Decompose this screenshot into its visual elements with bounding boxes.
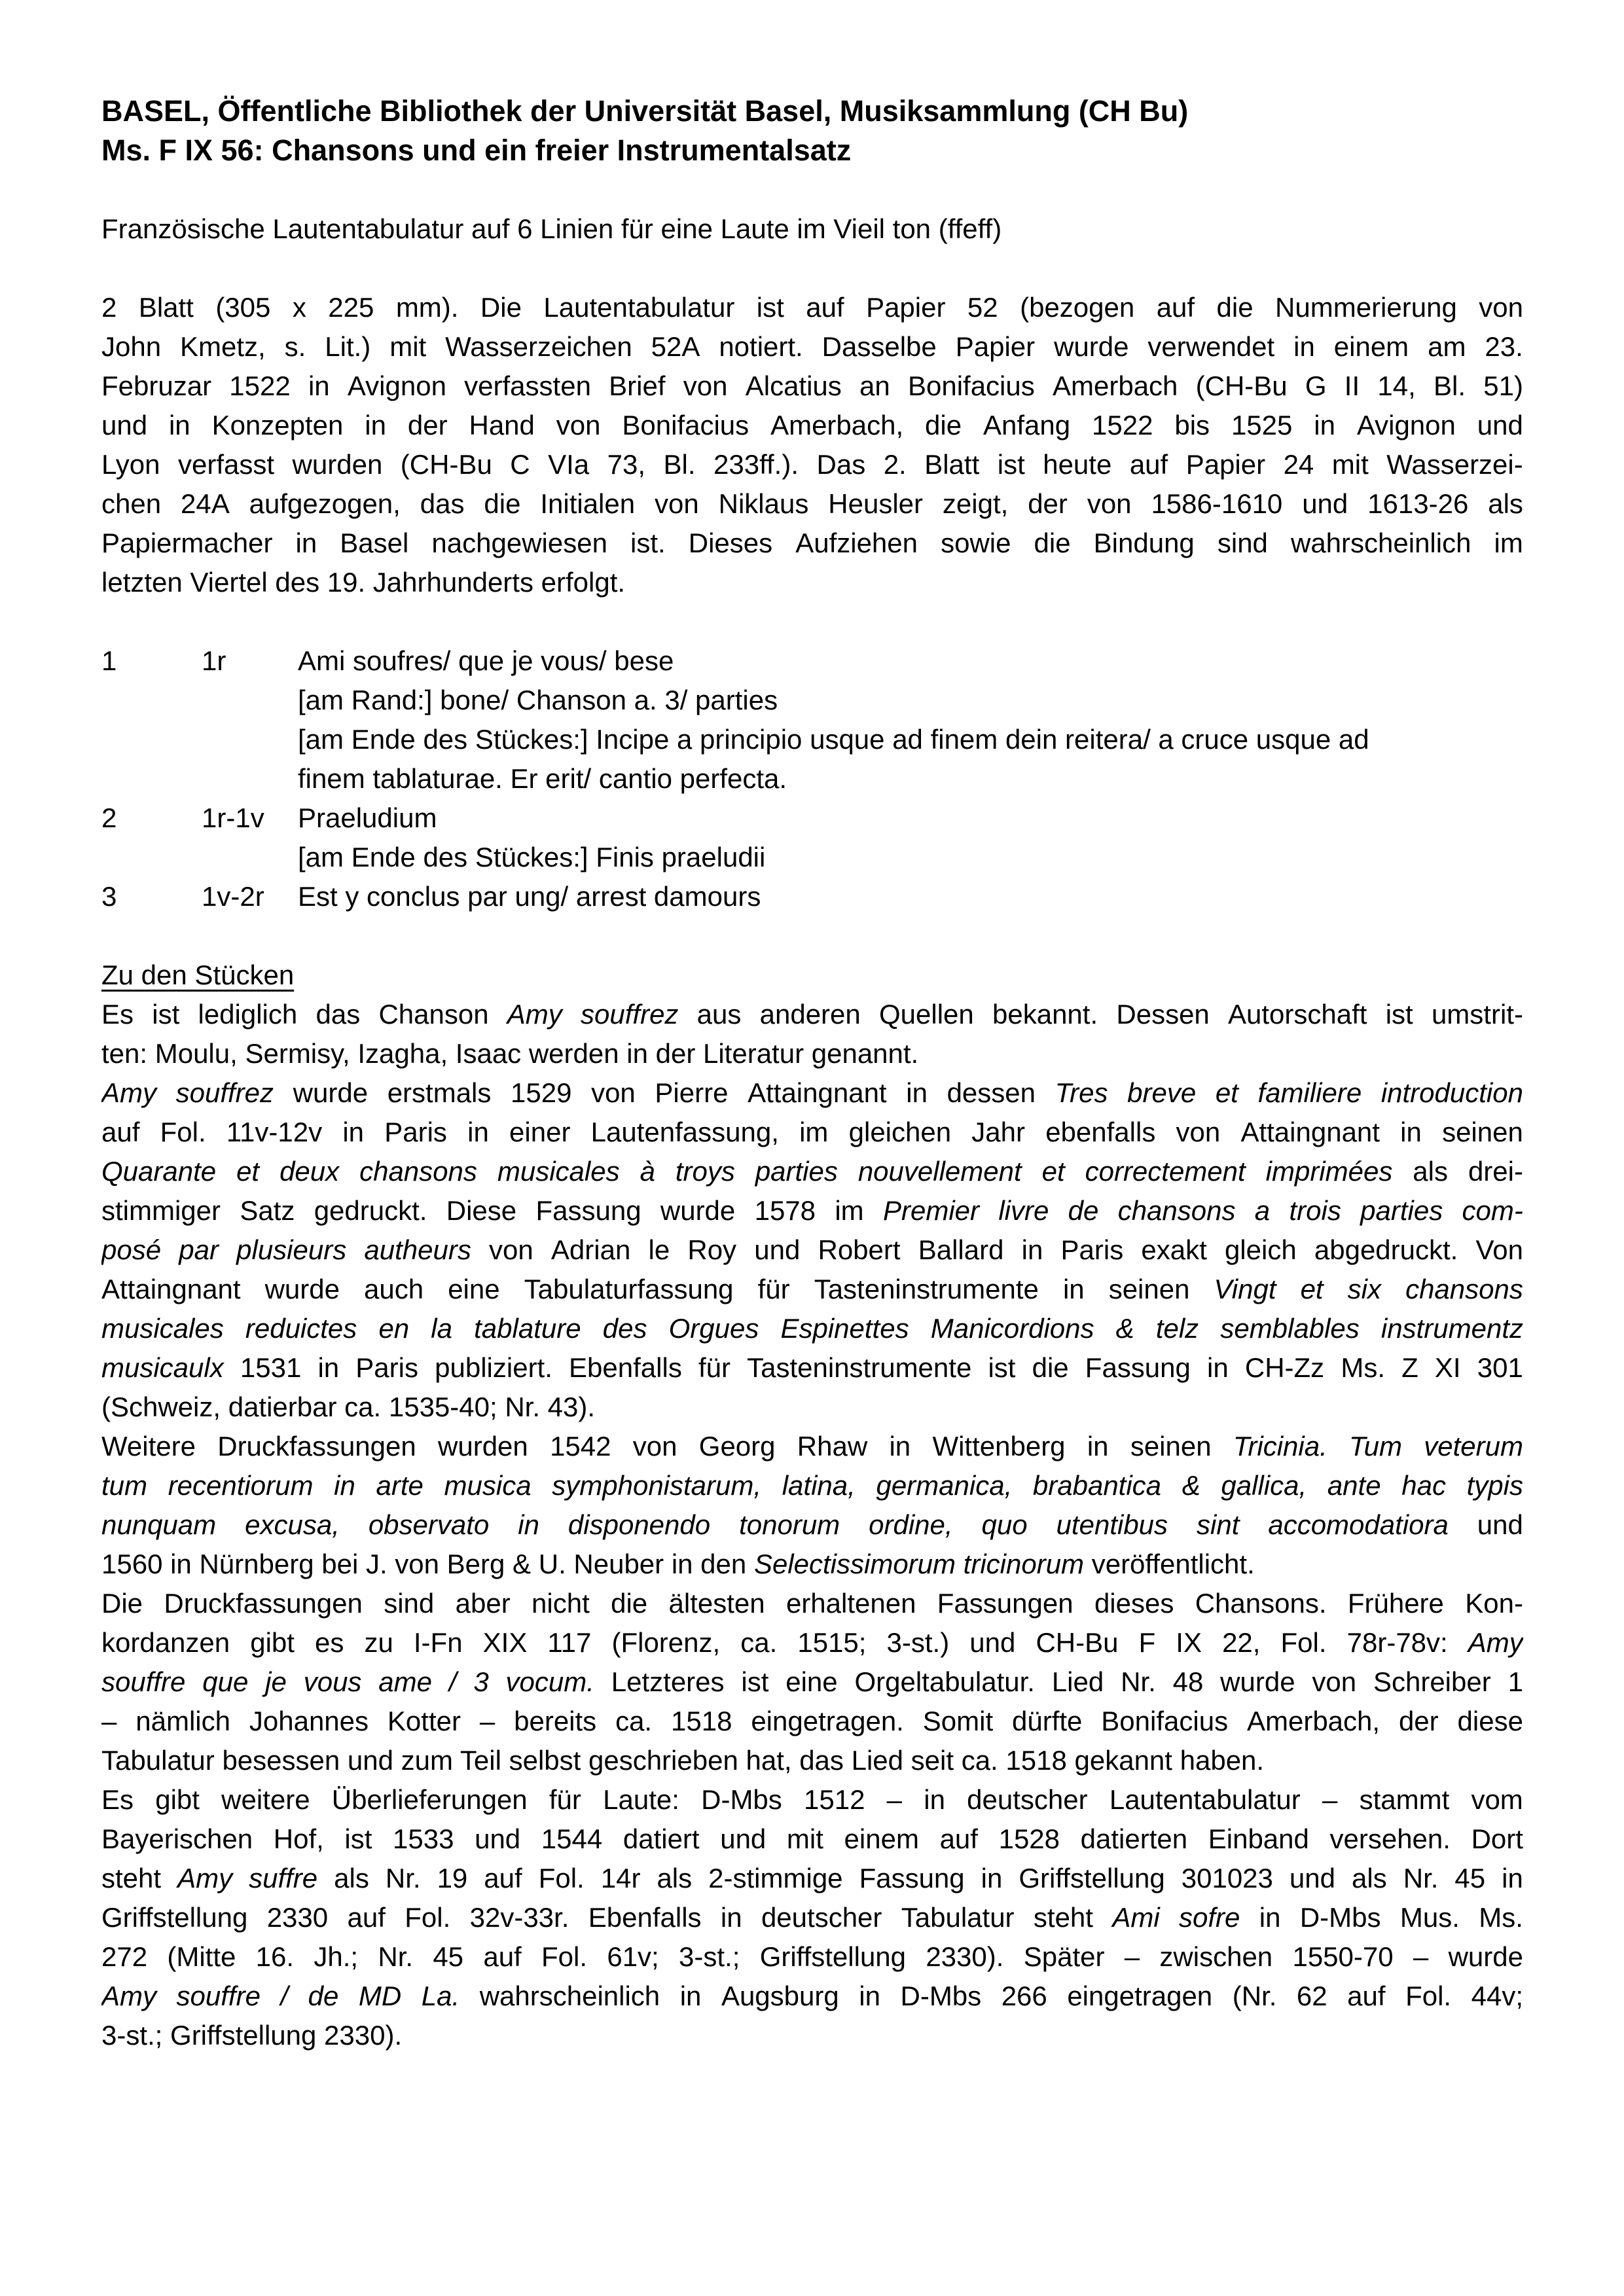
list-item-text: Est y conclus par ung/ arrest damours [298,881,761,912]
list-item-line [101,877,1523,916]
list-item-number: 2 [101,802,117,833]
list-item-folio [202,838,298,877]
list-item-number [101,759,202,798]
codicology-paragraph [101,288,1523,602]
paragraph [101,1427,1523,1584]
list-item-folio [202,759,298,798]
text-line: Quarante et deux chansons musicales à troys parties nouvellement et correctement imprimées als drei- [101,1156,1523,1187]
text-line: ten: Moulu, Sermisy, Izagha, Isaac werden in der Literatur genannt. [101,1038,919,1069]
text-line: nunquam excusa, observato in disponendo tonorum ordine, quo utentibus sint accomodatiora und [101,1509,1523,1540]
list-item-line [101,838,1523,877]
text-line: Weitere Druckfassungen wurden 1542 von Georg Rhaw in Wittenberg in seinen Tricinia. Tum veterum [101,1431,1523,1462]
text-line: musicaulx 1531 in Paris publiziert. Ebenfalls für Tasteninstrumente ist die Fassung in CH-Zz Ms. Z XI 301 [101,1352,1523,1383]
list-item-line [101,720,1523,759]
list-item-number [101,681,202,720]
list-item-text: Ami soufres/ que je vous/ bese [298,645,674,676]
text-line: Bayerischen Hof, ist 1533 und 1544 datiert und mit einem auf 1528 datierten Einband versehen. Dort [101,1823,1523,1854]
section-paragraphs [101,995,1523,2055]
list-item-text: Praeludium [298,802,437,833]
paragraph [101,995,1523,1073]
page-content [101,92,1523,2055]
list-item-line [101,641,1523,681]
text-line: Es ist lediglich das Chanson Amy souffrez aus anderen Quellen bekannt. Dessen Autorschaft ist umstrit- [101,999,1523,1030]
text-line: musicales reduictes en la tablature des Orgues Espinettes Manicordions & telz semblables instrumentz [101,1313,1523,1344]
section-heading-text: Zu den Stücken [101,960,295,990]
text-line: stimmiger Satz gedruckt. Diese Fassung wurde 1578 im Premier livre de chansons a trois parties com- [101,1195,1523,1226]
text-line: letzten Viertel des 19. Jahrhunderts erfolgt. [101,567,626,598]
page-title [101,92,1523,170]
paragraph [101,1584,1523,1780]
text-line: auf Fol. 11v-12v in Paris in einer Lautenfassung, im gleichen Jahr ebenfalls von Attaingnant in seinen [101,1117,1523,1147]
list-item-folio [202,720,298,759]
list-item-line [101,681,1523,720]
list-item-folio: 1v-2r [202,881,264,912]
list-item-text: [am Ende des Stückes:] Incipe a principio usque ad finem dein reitera/ a cruce usque ad [298,724,1369,755]
list-item-number: 1 [101,645,117,676]
text-line: Amy souffrez wurde erstmals 1529 von Pierre Attaingnant in dessen Tres breve et familiere introduction [101,1077,1523,1108]
list-item-text: finem tablaturae. Er erit/ cantio perfecta. [298,763,787,794]
text-line: Papiermacher in Basel nachgewiesen ist. Dieses Aufziehen sowie die Bindung sind wahrscheinlich im [101,528,1523,558]
text-line: Amy souffre / de MD La. wahrscheinlich in Augsburg in D-Mbs 266 eingetragen (Nr. 62 auf Fol. 44v; [101,1981,1523,2011]
contents-list [101,641,1523,916]
list-item-text: [am Rand:] bone/ Chanson a. 3/ parties [298,685,778,715]
text-line: Februzar 1522 in Avignon verfassten Brief von Alcatius an Bonifacius Amerbach (CH-Bu G II 14, Bl. 51) [101,370,1523,401]
list-item-number [101,720,202,759]
text-line: souffre que je vous ame / 3 vocum. Letzteres ist eine Orgeltabulatur. Lied Nr. 48 wurde von Schreiber 1 [101,1666,1523,1697]
list-item-folio: 1r-1v [202,802,264,833]
text-line: und in Konzepten in der Hand von Bonifacius Amerbach, die Anfang 1522 bis 1525 in Avignon und [101,410,1523,440]
text-line: 1560 in Nürnberg bei J. von Berg & U. Neuber in den Selectissimorum tricinorum veröffentlicht. [101,1549,1255,1579]
text-line: Lyon verfasst wurden (CH-Bu C VIa 73, Bl. 233ff.). Das 2. Blatt ist heute auf Papier 24 mit Wasserzei- [101,449,1523,480]
list-item-number: 3 [101,881,117,912]
text-line: 272 (Mitte 16. Jh.; Nr. 45 auf Fol. 61v; 3-st.; Griffstellung 2330). Später – zwischen 1550-70 – wurde [101,1941,1523,1972]
text-line: Griffstellung 2330 auf Fol. 32v-33r. Ebenfalls in deutscher Tabulatur steht Ami sofre in D-Mbs Mus. Ms. [101,1902,1523,1933]
text-line: Attaingnant wurde auch eine Tabulaturfassung für Tasteninstrumente in seinen Vingt et six chansons [101,1274,1523,1304]
text-line: tum recentiorum in arte musica symphonistarum, latina, germanica, brabantica & gallica, ante hac typis [101,1470,1523,1501]
subtitle: Französische Lautentabulatur auf 6 Linien für eine Laute im Vieil ton (ffeff) [101,213,1002,244]
text-line: John Kmetz, s. Lit.) mit Wasserzeichen 52A notiert. Dasselbe Papier wurde verwendet in einem am 23. [101,331,1523,362]
title-line-2: Ms. F IX 56: Chansons und ein freier Instrumentalsatz [101,134,852,167]
text-line: steht Amy suffre als Nr. 19 auf Fol. 14r als 2-stimmige Fassung in Griffstellung 301023 und als Nr. 45 in [101,1863,1523,1893]
text-line: chen 24A aufgezogen, das die Initialen von Niklaus Heusler zeigt, der von 1586-1610 und 1613-26 als [101,488,1523,519]
text-line: Es gibt weitere Überlieferungen für Laute: D-Mbs 1512 – in deutscher Lautentabulatur – stammt vom [101,1784,1523,1815]
paragraph [101,1073,1523,1427]
text-line: posé par plusieurs autheurs von Adrian le Roy und Robert Ballard in Paris exakt gleich abgedruckt. Von [101,1234,1523,1265]
list-item-folio [202,681,298,720]
text-line: 2 Blatt (305 x 225 mm). Die Lautentabulatur ist auf Papier 52 (bezogen auf die Nummerierung von [101,292,1523,323]
list-item-text: [am Ende des Stückes:] Finis praeludii [298,842,766,872]
list-item-number [101,838,202,877]
text-line: (Schweiz, datierbar ca. 1535-40; Nr. 43). [101,1391,596,1422]
paragraph [101,1780,1523,2055]
text-line: Die Druckfassungen sind aber nicht die ältesten erhaltenen Fassungen dieses Chansons. Frühere Kon- [101,1588,1523,1619]
list-item-folio: 1r [202,645,226,676]
section-heading [101,956,1523,995]
text-line: 3-st.; Griffstellung 2330). [101,2020,403,2051]
text-line: – nämlich Johannes Kotter – bereits ca. 1518 eingetragen. Somit dürfte Bonifacius Amerbach, der diese [101,1706,1523,1736]
list-item-line [101,759,1523,798]
title-line-1: BASEL, Öffentliche Bibliothek der Universität Basel, Musiksammlung (CH Bu) [101,94,1189,128]
text-line: kordanzen gibt es zu I-Fn XIX 117 (Florenz, ca. 1515; 3-st.) und CH-Bu F IX 22, Fol. 78r-78v: Amy [101,1627,1523,1658]
text-line: Tabulatur besessen und zum Teil selbst geschrieben hat, das Lied seit ca. 1518 gekannt haben. [101,1745,1265,1776]
list-item-line [101,798,1523,838]
